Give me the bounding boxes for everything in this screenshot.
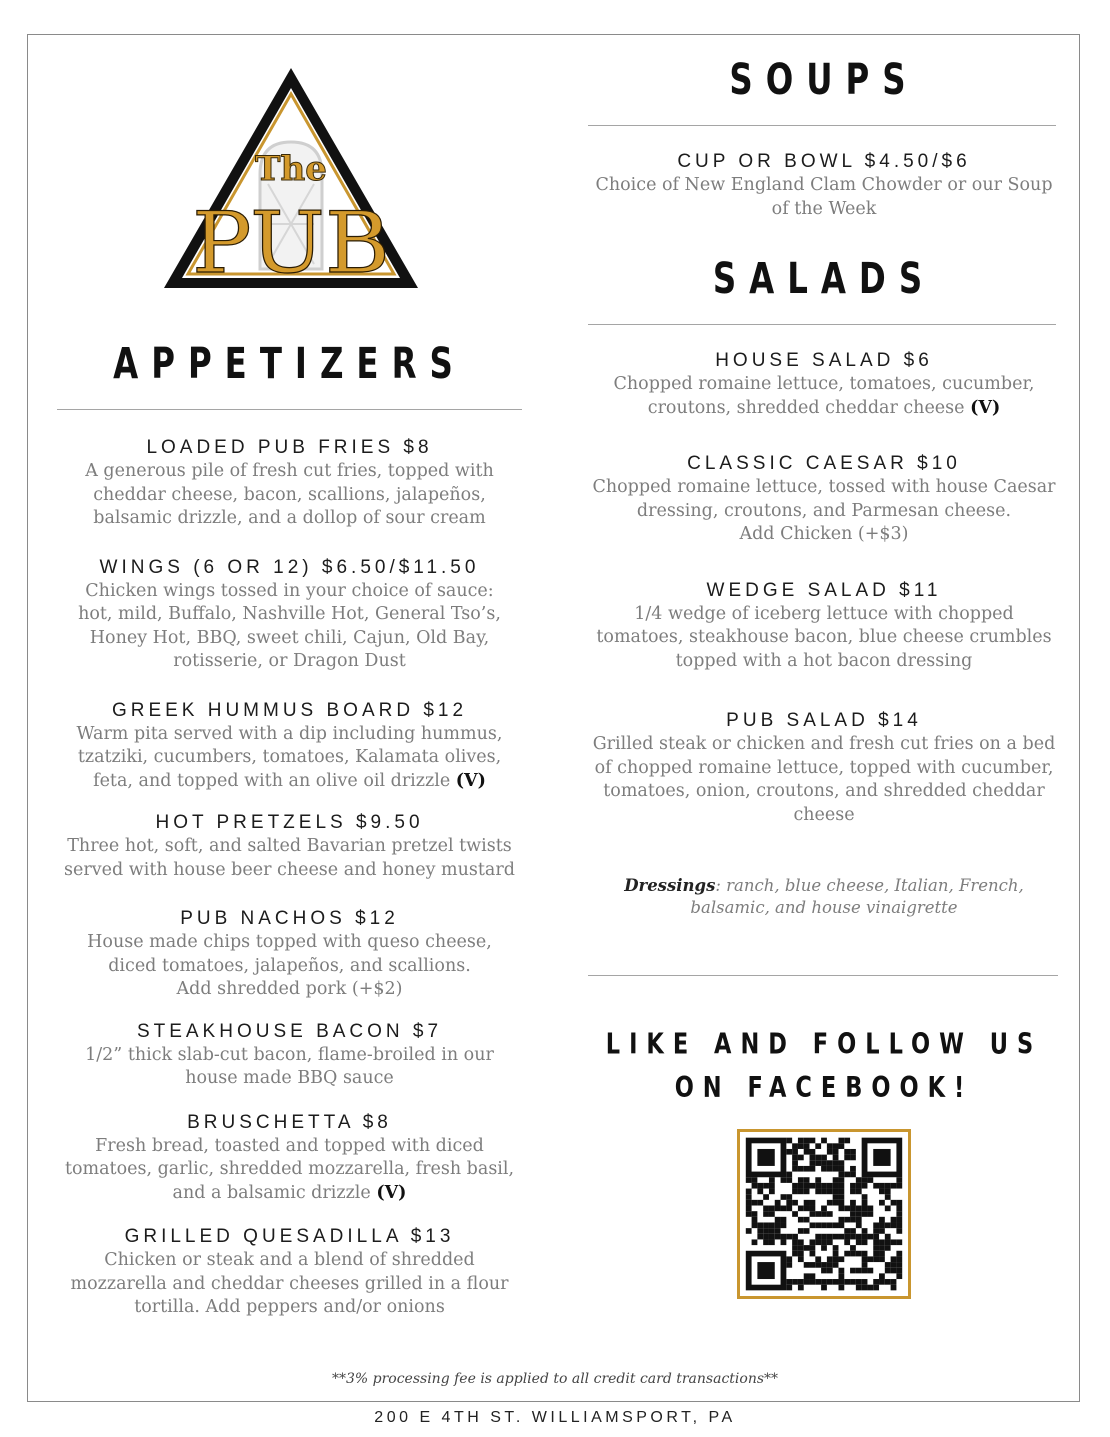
item-desc: Three hot, soft, and salted Bavarian pretzel twists served with house beer cheese and honey mustard (64, 836, 515, 880)
social-divider (588, 975, 1058, 976)
appetizers-title: APPETIZERS (113, 340, 466, 389)
processing-fee-note: **3% processing fee is applied to all credit card transactions** (331, 1371, 779, 1387)
item-name: HOUSE SALAD $6 (715, 350, 933, 371)
item-desc: Choice of New England Clam Chowder or our Soup of the Week (595, 175, 1053, 219)
menu-item (588, 452, 1060, 547)
dressings-label: Dressings (624, 876, 716, 895)
menu-item (57, 1225, 522, 1320)
menu-item (57, 811, 522, 882)
item-name: CLASSIC CAESAR $10 (687, 453, 961, 474)
menu-item (57, 556, 522, 674)
item-desc: Chopped romaine lettuce, tomatoes, cucumber, croutons, shredded cheddar cheese (613, 374, 1035, 418)
menu-item (588, 709, 1060, 827)
item-desc: Warm pita served with a dip including hummus, tzatziki, cucumbers, tomatoes, Kalamata olives, feta, and topped with an olive oil drizzle (76, 723, 503, 791)
qr-code-icon (740, 1132, 908, 1296)
salads-divider (588, 324, 1056, 325)
facebook-follow-text: LIKE AND FOLLOW US ON FACEBOOK! (605, 1026, 1043, 1104)
menu-item (57, 907, 522, 1002)
menu-item (57, 1020, 522, 1091)
vegetarian-badge: (V) (376, 1182, 407, 1203)
item-desc: Chopped romaine lettuce, tossed with house Caesar dressing, croutons, and Parmesan cheese. Add Chicken (+$3) (592, 477, 1056, 544)
item-desc: Grilled steak or chicken and fresh cut fries on a bed of chopped romaine lettuce, topped with cucumber, tomatoes, onion, croutons, and shredded cheddar cheese (592, 734, 1056, 825)
dressings-text: : ranch, blue cheese, Italian, French, balsamic, and house vinaigrette (690, 876, 1024, 917)
item-name: LOADED PUB FRIES $8 (146, 437, 433, 458)
address: 200 E 4TH ST. WILLIAMSPORT, PA (374, 1409, 736, 1426)
appetizers-section (57, 330, 522, 1320)
item-desc: 1/4 wedge of iceberg lettuce with chopped tomatoes, steakhouse bacon, blue cheese crumbles topped with a hot bacon dressing (596, 603, 1052, 671)
item-desc: House made chips topped with queso cheese, diced tomatoes, jalapeños, and scallions. Add shredded pork (+$2) (87, 932, 492, 999)
logo-pub: PUB (192, 194, 390, 292)
right-column (588, 54, 1060, 1104)
item-name: PUB NACHOS $12 (180, 908, 399, 929)
qr-code[interactable] (737, 1129, 911, 1299)
appetizers-divider (57, 409, 522, 410)
menu-item (588, 150, 1060, 221)
item-desc: Chicken wings tossed in your choice of sauce: hot, mild, Buffalo, Nashville Hot, General Tso’s, Honey Hot, BBQ, sweet chili, Cajun, Old Bay, rotisserie, or Dragon Dust (78, 580, 501, 671)
the-pub-logo (160, 64, 422, 292)
item-name: STEAKHOUSE BACON $7 (136, 1020, 443, 1042)
soups-title: SOUPS (729, 56, 919, 105)
logo-the: The (255, 149, 327, 189)
item-desc: 1/2” thick slab-cut bacon, flame-broiled in our house made BBQ sauce (85, 1044, 494, 1088)
item-name: WEDGE SALAD $11 (706, 579, 942, 601)
soups-divider (588, 125, 1056, 126)
menu-item (588, 579, 1060, 674)
vegetarian-badge: (V) (455, 770, 486, 791)
item-name: CUP OR BOWL $4.50/$6 (677, 151, 971, 172)
item-name: HOT PRETZELS $9.50 (155, 812, 424, 833)
item-desc: Chicken or steak and a blend of shredded mozzarella and cheddar cheeses grilled in a flour tortilla. Add peppers and/or onions (70, 1250, 509, 1317)
item-name: WINGS (6 OR 12) $6.50/$11.50 (99, 556, 480, 578)
salads-title: SALADS (712, 255, 936, 304)
item-name: GRILLED QUESADILLA $13 (124, 1226, 455, 1247)
menu-item (57, 1111, 522, 1206)
item-desc: A generous pile of fresh cut fries, topped with cheddar cheese, bacon, scallions, jalapeños, balsamic drizzle, and a dollop of sour cream (85, 461, 494, 528)
item-name: BRUSCHETTA $8 (187, 1111, 392, 1133)
menu-item (57, 699, 522, 794)
menu-item (57, 436, 522, 531)
vegetarian-badge: (V) (970, 397, 1001, 418)
item-name: GREEK HUMMUS BOARD $12 (111, 699, 468, 721)
item-desc: Fresh bread, toasted and topped with diced tomatoes, garlic, shredded mozzarella, fresh basil, and a balsamic drizzle (64, 1135, 515, 1203)
dressings-note (588, 875, 1060, 919)
item-name: PUB SALAD $14 (726, 710, 922, 731)
menu-item (588, 349, 1060, 420)
